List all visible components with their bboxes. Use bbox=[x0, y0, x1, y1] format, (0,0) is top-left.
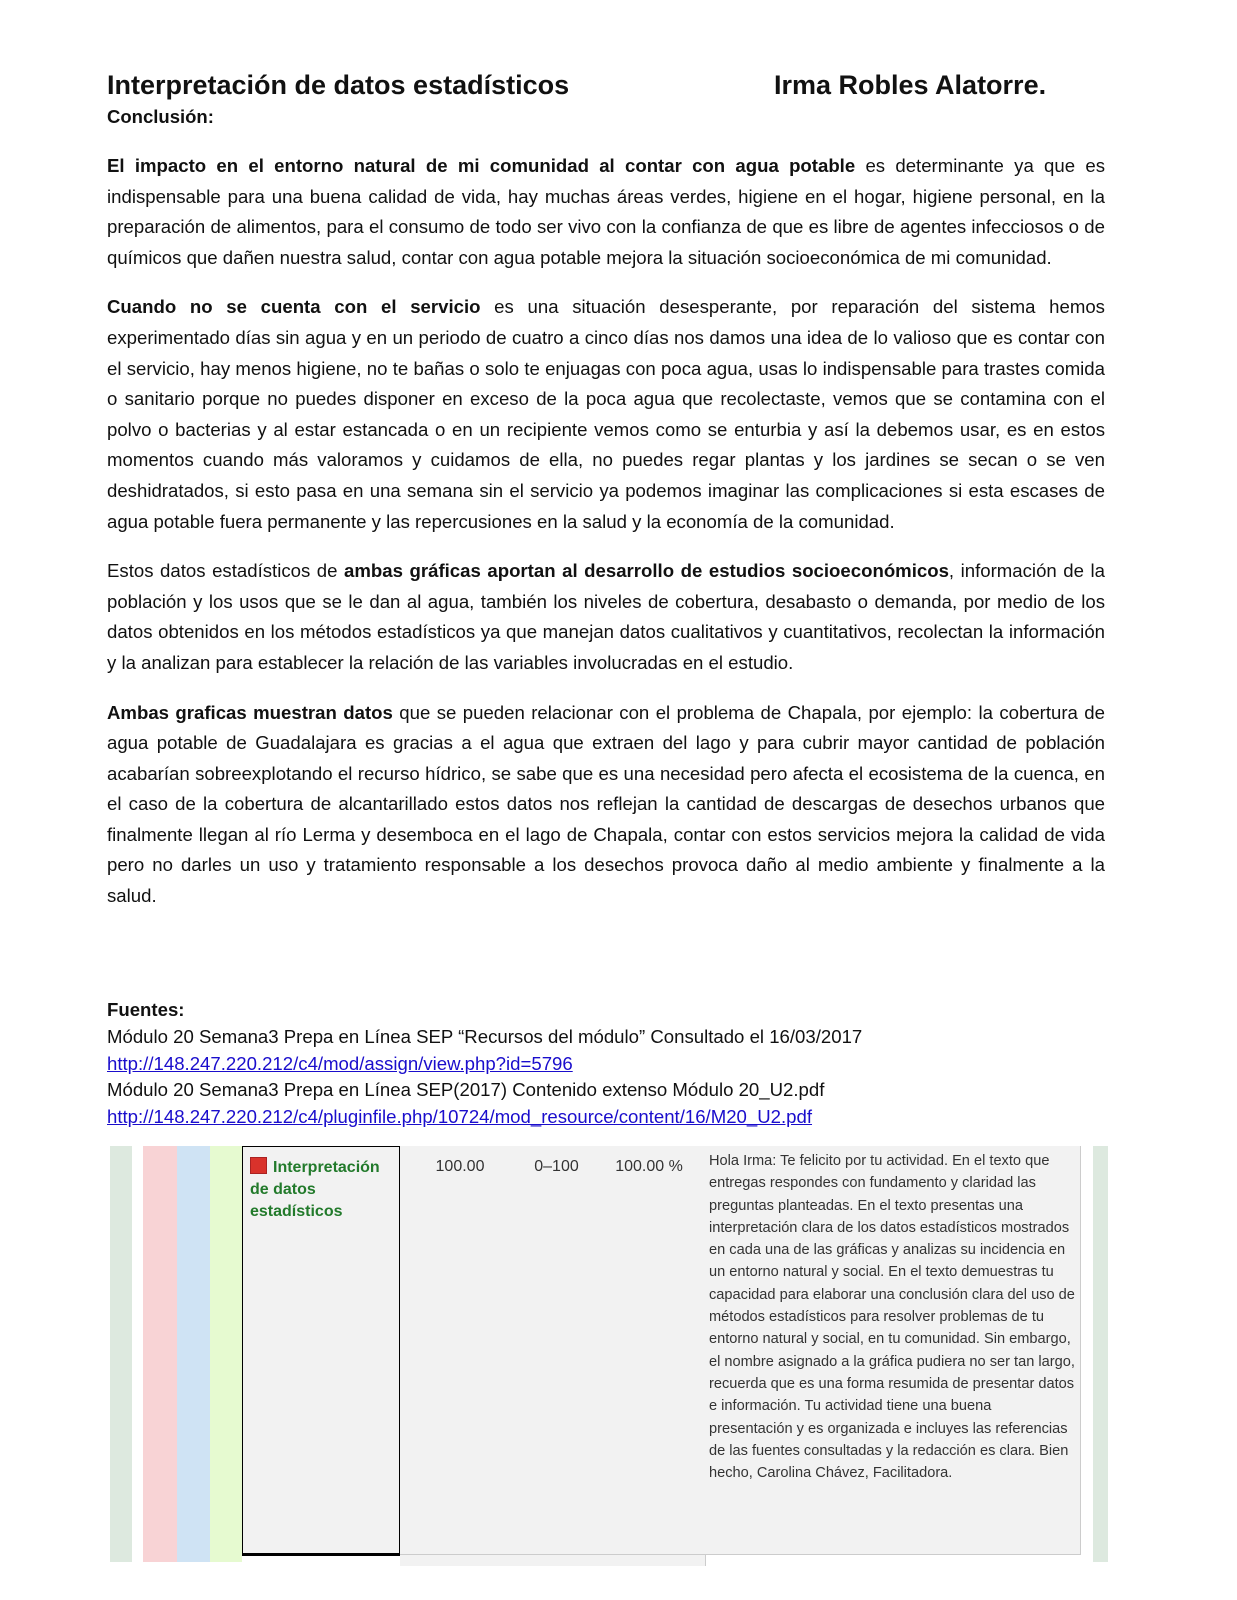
grade-item-link[interactable]: Interpretación de datos estadísticos bbox=[250, 1159, 380, 1220]
row-divider bbox=[400, 1554, 1081, 1555]
source-link[interactable]: http://148.247.220.212/c4/mod/assign/view.php?id=5796 bbox=[107, 1052, 573, 1074]
conclusion-label: Conclusión: bbox=[107, 106, 214, 127]
paragraph-lead: El impacto en el entorno natural de mi comunidad al contar con agua potable bbox=[107, 155, 856, 176]
paragraph bbox=[107, 292, 1105, 537]
row-divider bbox=[242, 1554, 400, 1556]
grade-item-cell[interactable] bbox=[242, 1146, 400, 1554]
paragraph bbox=[107, 151, 1105, 273]
paragraph bbox=[107, 556, 1105, 678]
paragraph-text: que se pueden relacionar con el problema de Chapala, por ejemplo: la cobertura de agua potable de Guadalajara es gracias a el agua que extraen del lago y para cubrir mayor cantidad de población acabarían sobreexplotando el recurso hídrico, se sabe que es una necesidad pero afecta el ecosistema de la cuenca, en el caso de la cobertura de alcantarillado estos datos nos reflejan la cantidad de descargas de desechos urbanos que finalmente llegan al río Lerma y desemboca en el lago de Chapala, contar con estos servicios mejora la calidad de vida pero no darles un uso y tratamiento responsable a los desechos provoca daño al medio ambiente y finalmente a la salud. bbox=[107, 701, 1105, 907]
level-strip bbox=[143, 1146, 177, 1562]
source-text: Módulo 20 Semana3 Prepa en Línea SEP(2017) Contenido extenso Módulo 20_U2.pdf bbox=[107, 1079, 825, 1101]
author-name: Irma Robles Alatorre. bbox=[774, 70, 1047, 100]
feedback-cell: Hola Irma: Te felicito por tu actividad. En el texto que entregas respondes con fundamento y claridad las preguntas planteadas. En el texto presentas una interpretación clara de los datos estadísticos mostrados en cada una de las gráficas y analizas su incidencia en un entorno natural y social. En el texto demuestras tu capacidad para elaborar una conclusión clara del uso de métodos estadísticos para resolver problemas de tu entorno natural y social, en tu comunidad. Sin embargo, el nombre asignado a la gráfica pudiera no ser tan largo, recuerda que es una forma resumida de presentar datos e información. Tu actividad tiene una buena presentación y es organizada e incluyes las referencias de las fuentes consultadas y la redacción es clara. Bien hecho, Carolina Chávez, Facilitadora. bbox=[705, 1146, 1081, 1554]
sources-section bbox=[107, 997, 862, 1131]
level-strip bbox=[110, 1146, 132, 1562]
paragraph-lead: Ambas graficas muestran datos bbox=[107, 701, 393, 723]
paragraph-lead: Cuando no se cuenta con el servicio bbox=[107, 296, 481, 318]
level-strip bbox=[210, 1146, 242, 1562]
paragraph-lead: ambas gráficas aportan al desarrollo de estudios socioeconómicos bbox=[344, 560, 949, 582]
document-title: Interpretación de datos estadísticos bbox=[107, 70, 570, 100]
sources-label: Fuentes: bbox=[107, 999, 185, 1020]
percentage-cell: 100.00 % bbox=[593, 1146, 706, 1566]
paragraph-text: es determinante ya que es indispensable para una buena calidad de vida, hay muchas áreas verdes, higiene en el hogar, higiene personal, en la preparación de alimentos, para el consumo de todo ser vivo con la confianza de que es libre de agentes infecciosos o de químicos que dañen nuestra salud, contar con agua potable mejora la situación socioeconómica de mi comunidad. bbox=[107, 155, 1105, 268]
grade-table bbox=[110, 1146, 1108, 1562]
paragraph-text: es una situación desesperante, por reparación del sistema hemos experimentado días sin agua y en un periodo de cuatro a cinco días nos damos una idea de lo valioso que es contar con el servicio, hay menos higiene, no te bañas o solo te enjuagas con poca agua, usas lo indispensable para trastes comida o sanitario porque no puedes disponer en exceso de la poca agua que recolectaste, vemos que se contamina con el polvo o bacterias y al estar estancada o en un recipiente vemos como se enturbia y así la debemos usar, es en estos momentos cuando más valoramos y cuidamos de ella, no puedes regar plantas y los jardines se secan o se ven deshidratados, si esto pasa en una semana sin el servicio ya podemos imaginar las complicaciones si esta escases de agua potable fuera permanente y las repercusiones en la salud y la economía de la comunidad. bbox=[107, 296, 1105, 532]
document-header bbox=[107, 70, 1107, 101]
range-cell: 0–100 bbox=[520, 1146, 594, 1566]
level-strip bbox=[177, 1146, 210, 1562]
level-strip bbox=[1093, 1146, 1108, 1562]
assignment-icon bbox=[250, 1157, 267, 1174]
source-link[interactable]: http://148.247.220.212/c4/pluginfile.php/10724/mod_resource/content/16/M20_U2.pdf bbox=[107, 1106, 813, 1128]
source-text: Módulo 20 Semana3 Prepa en Línea SEP “Recursos del módulo” Consultado el 16/03/2017 bbox=[107, 1025, 863, 1047]
grade-cell: 100.00 bbox=[400, 1146, 521, 1566]
paragraph-text: , información de la población y los usos que se le dan al agua, también los niveles de cobertura, desabasto o demanda, por medio de los datos obtenidos en los métodos estadísticos ya que manejan datos cualitativos y cuantitativos, recolectan la información y la analizan para establecer la relación de las variables involucradas en el estudio. bbox=[107, 560, 1105, 673]
paragraph bbox=[107, 698, 1105, 912]
paragraph-text: Estos datos estadísticos de bbox=[107, 560, 345, 582]
document-body bbox=[107, 151, 1105, 931]
